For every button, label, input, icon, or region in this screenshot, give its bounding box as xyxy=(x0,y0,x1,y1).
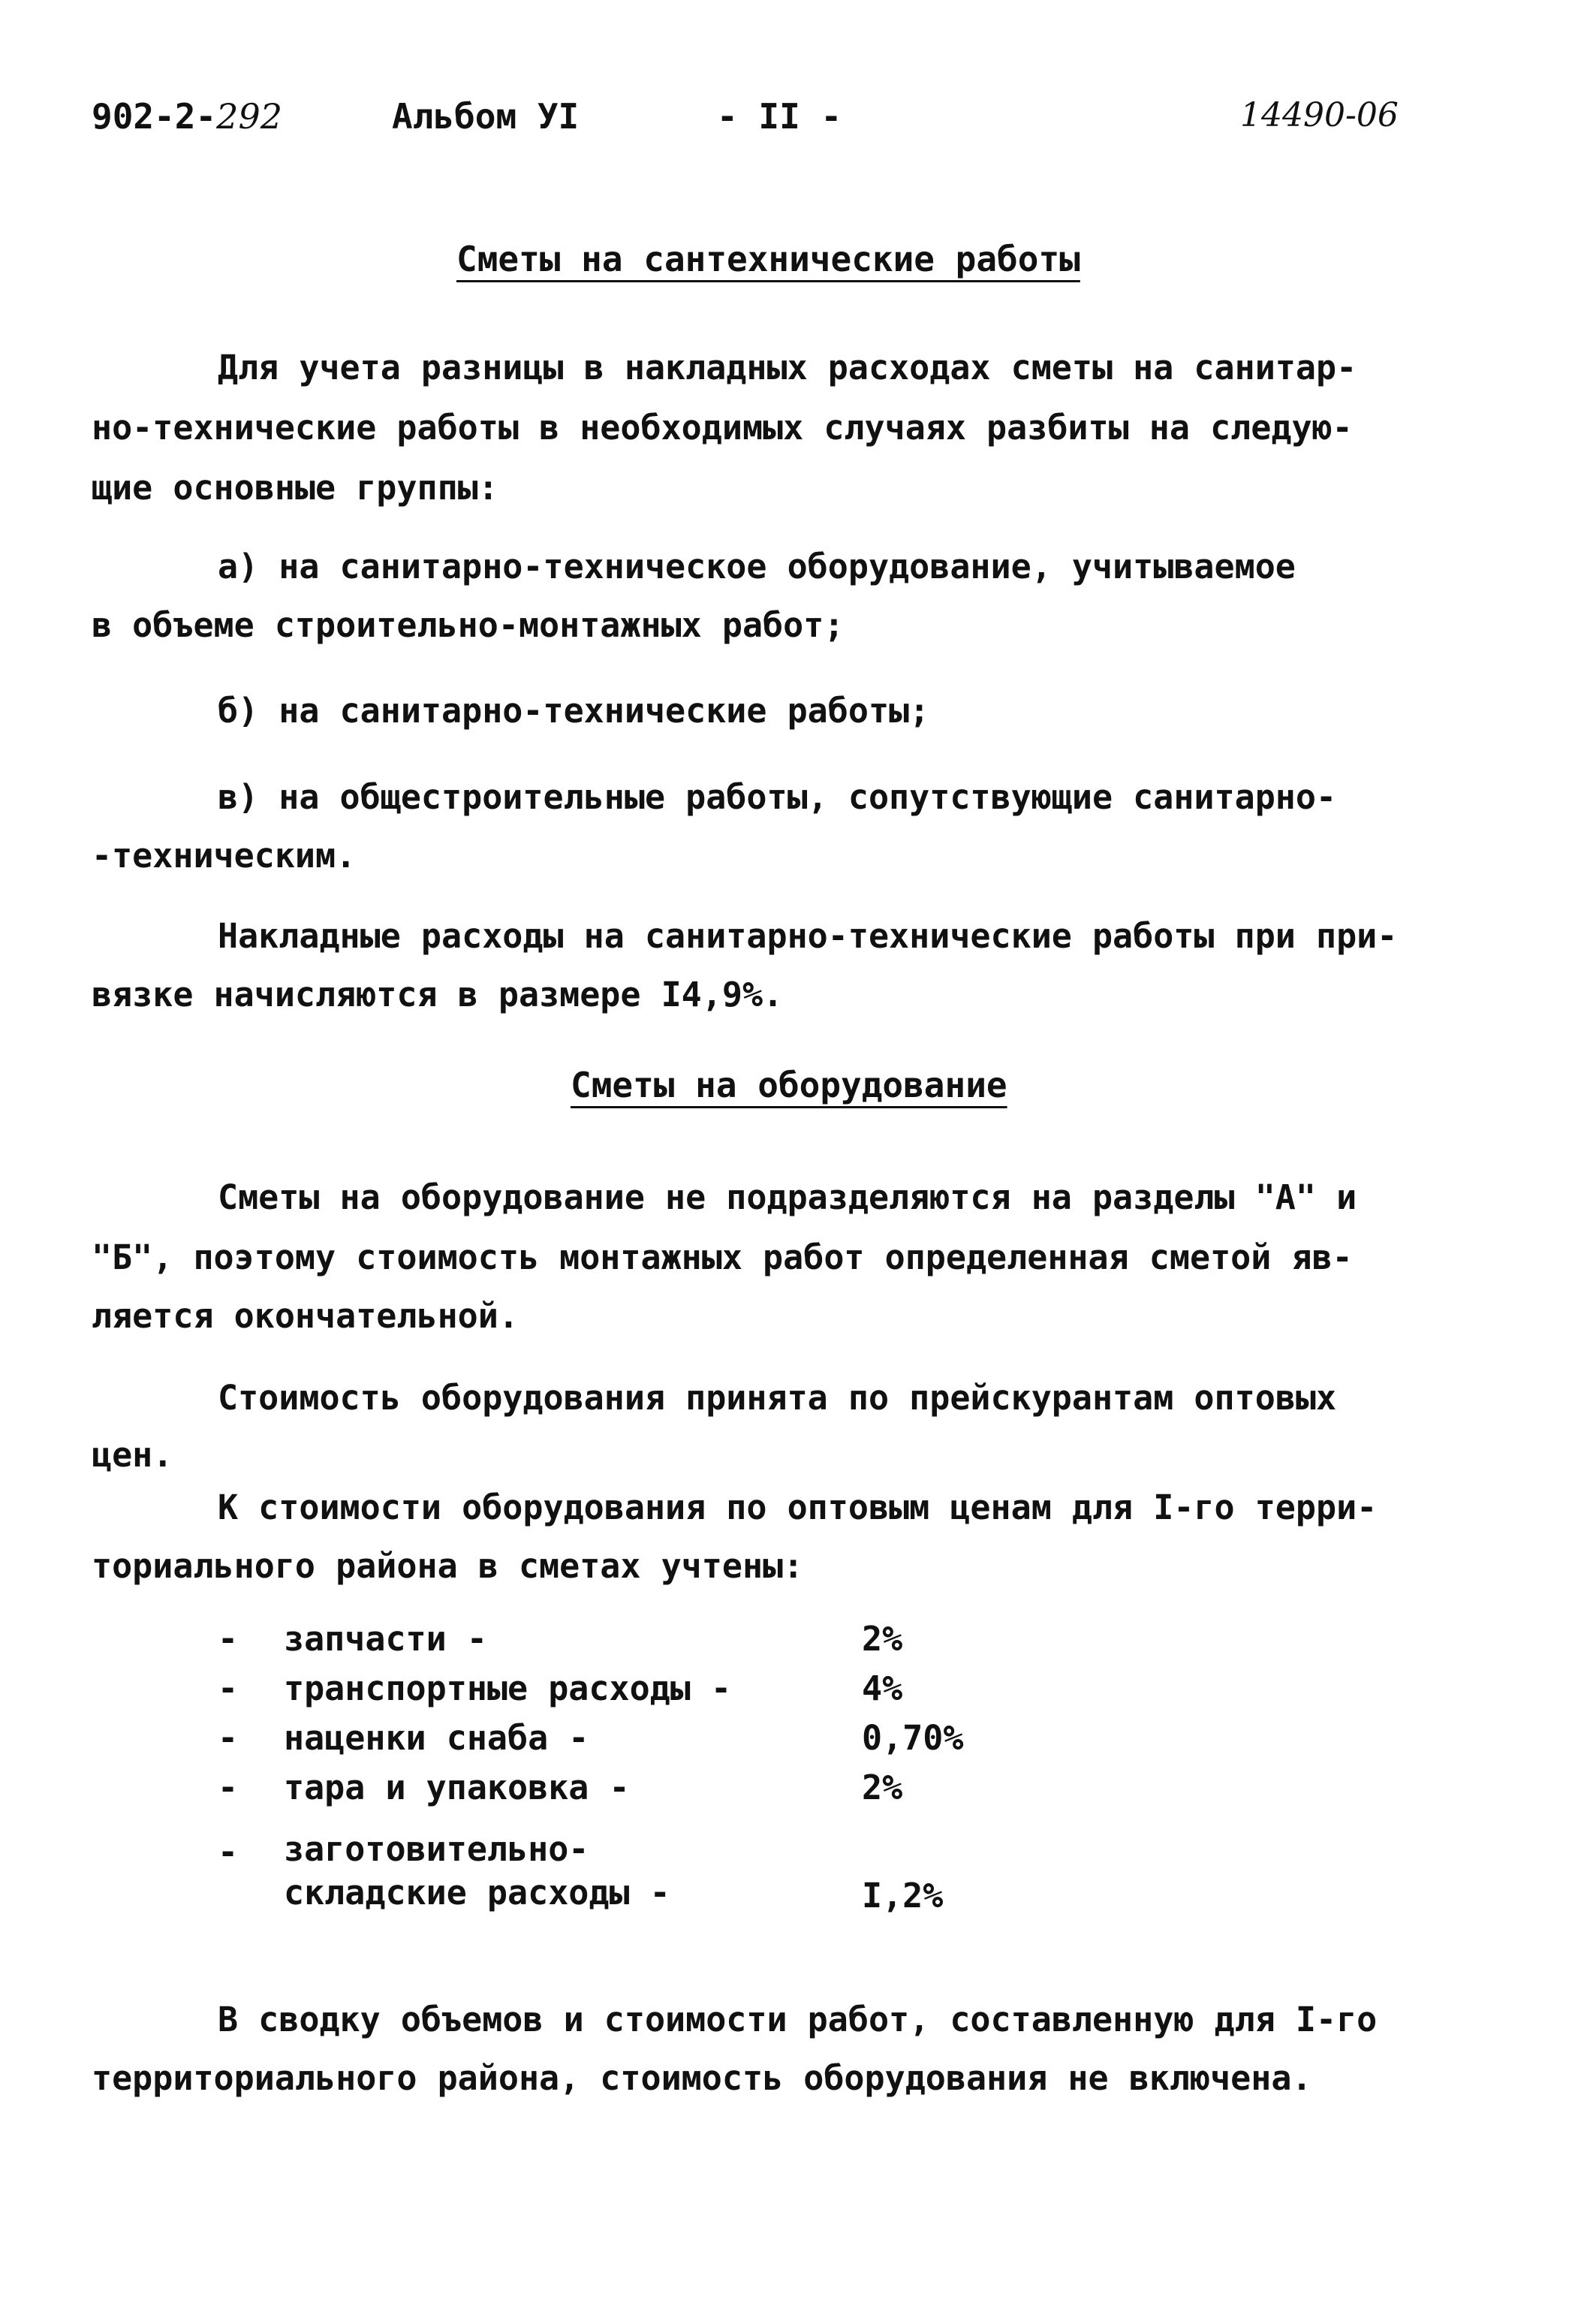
list-label: транспортные расходы - xyxy=(284,1668,732,1708)
paragraph-line: В сводку объемов и стоимости работ, составленную для I-го xyxy=(218,2000,1378,2039)
list-value: 2% xyxy=(862,1768,903,1807)
paragraph-line: Накладные расходы на санитарно-технические работы при при- xyxy=(218,916,1398,956)
document-code-handwritten: 292 xyxy=(216,96,282,137)
paragraph-line: К стоимости оборудования по оптовым ценам для I-го терри- xyxy=(218,1488,1378,1527)
document-code-printed: 902-2- xyxy=(92,96,217,137)
list-dash: - xyxy=(218,1718,239,1758)
paragraph-line: Для учета разницы в накладных расходах сметы на санитар- xyxy=(218,348,1357,387)
list-dash: - xyxy=(218,1668,239,1708)
document-code xyxy=(92,96,282,137)
paragraph-line: Сметы на оборудование не подразделяются на разделы "А" и xyxy=(218,1177,1357,1217)
list-item-b: б) на санитарно-технические работы; xyxy=(218,691,930,731)
paragraph-line: но-технические работы в необходимых случаях разбиты на следую- xyxy=(92,408,1353,448)
list-label: тара и упаковка - xyxy=(284,1768,630,1807)
paragraph-line: ториального района в сметах учтены: xyxy=(92,1546,804,1586)
paragraph-line: Стоимость оборудования принята по прейскурантам оптовых xyxy=(218,1378,1337,1418)
list-value: 2% xyxy=(862,1619,903,1659)
paragraph-line: цен. xyxy=(92,1435,173,1475)
list-label-multiline xyxy=(284,1828,670,1915)
paragraph-line: ляется окончательной. xyxy=(92,1296,519,1336)
page-number: - II - xyxy=(717,96,842,137)
list-label: запчасти - xyxy=(284,1619,487,1659)
list-item-c-cont: -техническим. xyxy=(92,836,357,876)
list-label-line: складские расходы - xyxy=(284,1873,670,1913)
list-dash: - xyxy=(218,1619,239,1659)
list-item-c: в) на общестроительные работы, сопутствующие санитарно- xyxy=(218,777,1337,817)
section-title-equipment: Сметы на оборудование xyxy=(571,1065,1007,1105)
list-item-a: а) на санитарно-техническое оборудование, учитываемое xyxy=(218,547,1296,586)
section-title-sanitary: Сметы на сантехнические работы xyxy=(456,239,1080,279)
album-label: Альбом УI xyxy=(392,96,580,137)
list-value: 4% xyxy=(862,1668,903,1708)
paragraph-line: "Б", поэтому стоимость монтажных работ определенная сметой яв- xyxy=(92,1237,1353,1277)
list-dash: - xyxy=(218,1832,239,1872)
list-value: I,2% xyxy=(862,1876,944,1916)
list-item-a-cont: в объеме строительно-монтажных работ; xyxy=(92,605,845,645)
inventory-number: 14490-06 xyxy=(1240,96,1399,134)
list-label: наценки снаба - xyxy=(284,1718,589,1758)
list-label-line: заготовительно- xyxy=(284,1829,589,1869)
paragraph-line: вязке начисляются в размере I4,9%. xyxy=(92,975,784,1014)
paragraph-line: территориального района, стоимость оборудования не включена. xyxy=(92,2058,1312,2098)
paragraph-line: щие основные группы: xyxy=(92,468,498,508)
list-value: 0,70% xyxy=(862,1718,964,1758)
list-dash: - xyxy=(218,1768,239,1807)
